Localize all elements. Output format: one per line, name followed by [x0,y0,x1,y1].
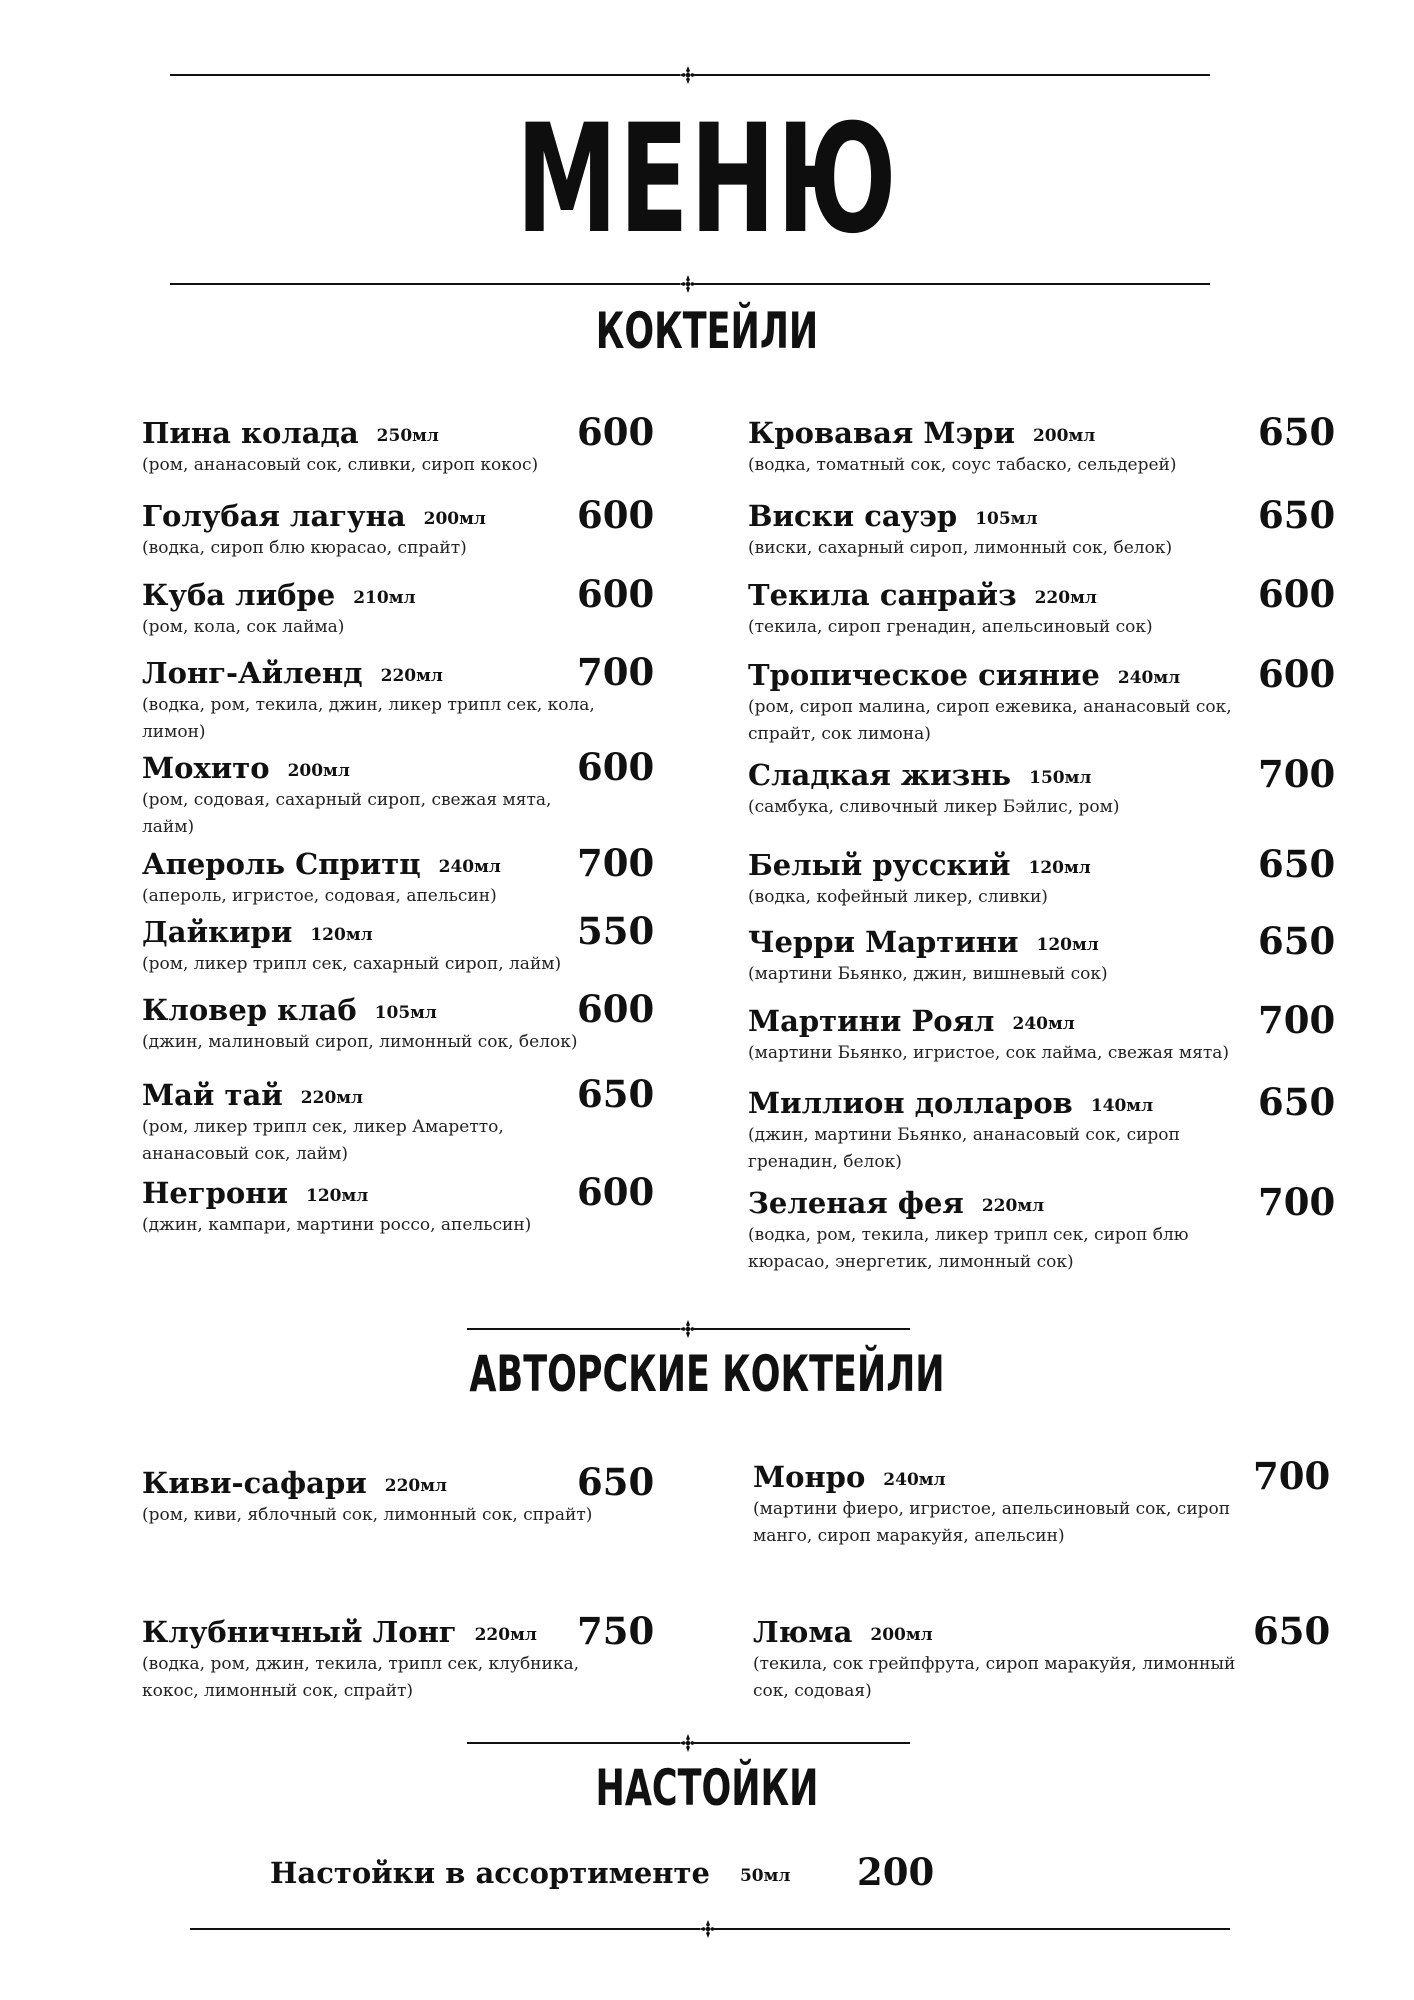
item-name: Настойки в ассортименте [270,1856,710,1890]
item-price: 650 [1258,410,1336,454]
item-volume: 220мл [380,666,443,686]
item-name: Пина колада [142,416,359,450]
item-description: (мартини Бьянко, игристое, сок лайма, свежая мята) [748,1043,1230,1063]
item-name: Клубничный Лонг [142,1615,457,1649]
item-volume: 200мл [287,761,350,781]
menu-item [142,751,597,841]
item-price: 600 [577,745,655,789]
item-name: Зеленая фея [748,1186,964,1220]
item-volume: 220мл [1034,588,1097,608]
item-description: (мартини Бьянко, джин, вишневый сок) [748,964,1108,984]
item-name: Апероль Спритц [142,847,421,881]
section-title-author-cocktails: АВТОРСКИЕ КОКТЕЙЛИ [469,1345,945,1403]
menu-item [142,915,597,978]
item-volume: 140мл [1090,1096,1154,1116]
item-volume: 120мл [1036,935,1099,955]
item-volume: 240мл [1012,1014,1075,1034]
menu-item [748,499,1248,562]
item-description: (водка, сироп блю кюрасао, спрайт) [142,538,467,558]
item-price: 700 [1258,1180,1336,1224]
menu-item [142,656,597,746]
menu-item [748,848,1248,911]
item-name: Куба либре [142,578,336,612]
item-price: 600 [577,1170,655,1214]
item-name: Люма [753,1615,853,1649]
menu-item [748,1086,1248,1176]
section3-divider-right [695,1742,910,1744]
menu-item [748,1004,1248,1067]
item-name: Киви-сафари [142,1466,367,1500]
item-description: (виски, сахарный сироп, лимонный сок, белок) [748,538,1173,558]
item-price: 550 [577,909,655,953]
item-price: 700 [577,841,655,885]
section2-divider-right [695,1328,910,1330]
item-name: Кровавая Мэри [748,416,1015,450]
item-volume: 200мл [423,509,486,529]
item-price: 600 [577,493,655,537]
item-description: (ром, сироп малина, сироп ежевика, ананасовый сок, спрайт, сок лимона) [748,697,1232,744]
item-name: Негрони [142,1176,288,1210]
item-volume: 200мл [1032,426,1096,446]
item-description: (джин, кампари, мартини россо, апельсин) [142,1215,532,1235]
item-name: Виски сауэр [748,499,958,533]
bottom-divider-left [190,1928,700,1930]
item-volume: 240мл [883,1470,946,1490]
menu-item [142,499,597,562]
item-name: Лонг-Айленд [142,656,363,690]
item-price: 600 [577,987,655,1031]
item-volume: 150мл [1029,768,1092,788]
item-description: (джин, малиновый сироп, лимонный сок, белок) [142,1032,578,1052]
menu-item [142,1466,597,1529]
menu-item [142,1615,597,1705]
item-price: 700 [577,650,655,694]
top-ornament-icon [679,66,697,84]
title-ornament-icon [679,275,697,293]
item-name: Белый русский [748,848,1011,882]
menu-item [753,1460,1253,1550]
item-price: 700 [1253,1454,1331,1498]
item-volume: 220мл [384,1476,448,1496]
item-price: 200 [857,1850,935,1894]
item-price: 700 [1258,998,1336,1042]
item-volume: 120мл [1028,858,1091,878]
item-name: Май тай [142,1078,283,1112]
item-name: Черри Мартини [748,925,1019,959]
menu-item [753,1615,1253,1705]
bottom-ornament-icon [699,1920,717,1938]
item-volume: 210мл [353,588,416,608]
section3-divider-left [467,1742,680,1744]
item-description: (текила, сок грейпфрута, сироп маракуйя, лимонный сок, содовая) [753,1654,1236,1701]
item-description: (ром, ананасовый сок, сливки, сироп кокос) [142,455,539,475]
section3-ornament-icon [679,1734,697,1752]
item-name: Дайкири [142,915,293,949]
item-volume: 250мл [376,426,439,446]
item-price: 750 [577,1609,655,1653]
item-name: Голубая лагуна [142,499,406,533]
item-description: (текила, сироп гренадин, апельсиновый сок) [748,617,1153,637]
item-description: (самбука, сливочный ликер Бэйлис, ром) [748,797,1120,817]
item-description: (апероль, игристое, содовая, апельсин) [142,886,497,906]
menu-item [748,1186,1248,1276]
item-name: Кловер клаб [142,993,357,1027]
item-volume: 220мл [300,1088,364,1108]
item-price: 650 [1253,1609,1331,1653]
item-name: Текила санрайз [748,578,1017,612]
item-volume: 105мл [975,509,1038,529]
item-volume: 120мл [310,925,373,945]
item-description: (водка, томатный сок, соус табаско, сельдерей) [748,455,1177,475]
item-price: 650 [1258,1080,1336,1124]
item-description: (водка, ром, текила, ликер трипл сек, сироп блю кюрасао, энергетик, лимонный сок) [748,1225,1189,1272]
menu-item [748,416,1248,479]
top-divider-right [695,74,1210,76]
menu-item [748,578,1248,641]
item-description: (мартини фиеро, игристое, апельсиновый сок, сироп манго, сироп маракуйя, апельсин) [753,1499,1231,1546]
item-volume: 240мл [438,857,501,877]
section-title-infusions: НАСТОЙКИ [595,1759,819,1817]
menu-item [748,658,1248,748]
item-name: Монро [753,1460,866,1494]
title-divider-right [695,283,1210,285]
item-price: 650 [577,1460,655,1504]
item-description: (ром, киви, яблочный сок, лимонный сок, спрайт) [142,1505,593,1525]
item-name: Сладкая жизнь [748,758,1012,792]
item-price: 700 [1258,752,1336,796]
item-description: (ром, кола, сок лайма) [142,617,345,637]
item-price: 600 [1258,652,1336,696]
section-title-cocktails: КОКТЕЙЛИ [595,302,819,360]
menu-item [142,847,597,910]
item-volume: 105мл [374,1003,437,1023]
item-price: 650 [577,1072,655,1116]
menu-item [748,925,1248,988]
item-description: (джин, мартини Бьянко, ананасовый сок, сироп гренадин, белок) [748,1125,1180,1172]
item-description: (водка, ром, джин, текила, трипл сек, клубника, кокос, лимонный сок, спрайт) [142,1654,580,1701]
item-name: Мохито [142,751,270,785]
item-volume: 240мл [1117,668,1181,688]
item-price: 600 [1258,572,1336,616]
item-price: 650 [1258,493,1336,537]
item-volume: 120мл [305,1186,369,1206]
item-volume: 200мл [870,1625,933,1645]
menu-item [142,578,597,641]
menu-item [142,1078,597,1168]
menu-item [142,416,597,479]
item-name: Миллион долларов [748,1086,1073,1120]
top-divider-left [170,74,680,76]
item-description: (водка, ром, текила, джин, ликер трипл сек, кола, лимон) [142,695,595,742]
menu-item [748,758,1248,821]
infusion-item [270,1856,790,1890]
item-description: (ром, ликер трипл сек, сахарный сироп, лайм) [142,954,562,974]
bottom-divider-right [715,1928,1230,1930]
item-name: Мартини Роял [748,1004,995,1038]
menu-title: МЕНЮ [516,93,898,267]
item-description: (ром, ликер трипл сек, ликер Амаретто, ананасовый сок, лайм) [142,1117,504,1164]
item-name: Тропическое сияние [748,658,1100,692]
item-description: (ром, содовая, сахарный сироп, свежая мята, лайм) [142,790,552,837]
item-volume: 220мл [981,1196,1045,1216]
item-volume: 220мл [474,1625,537,1645]
menu-item [142,1176,597,1239]
item-price: 600 [577,572,655,616]
item-price: 600 [577,410,655,454]
section2-ornament-icon [679,1320,697,1338]
section2-divider-left [467,1328,680,1330]
item-price: 650 [1258,842,1336,886]
item-price: 650 [1258,919,1336,963]
title-divider-left [170,283,680,285]
menu-item [142,993,597,1056]
item-volume: 50мл [739,1866,791,1886]
item-description: (водка, кофейный ликер, сливки) [748,887,1048,907]
